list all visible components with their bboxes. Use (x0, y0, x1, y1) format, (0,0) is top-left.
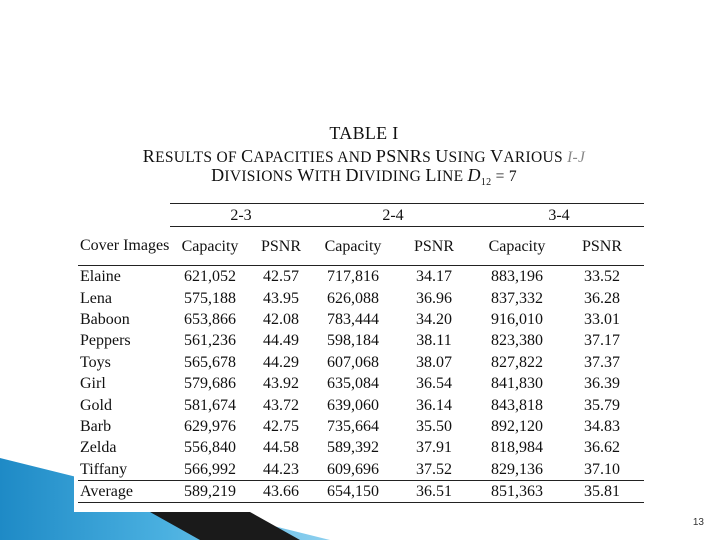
row-header-label: Cover Images (78, 227, 170, 266)
table-number: TABLE I (329, 123, 399, 143)
table-cell: 43.66 (250, 480, 312, 502)
table-cell: 629,976 (184, 417, 236, 435)
table-cell: 598,184 (327, 332, 379, 350)
table-cell: 892,120 (491, 417, 543, 435)
table-cell: 607,068 (327, 353, 379, 371)
table-cell: 883,196 (491, 268, 543, 286)
table-cell: 43.95 (263, 289, 299, 307)
group-header: 2-3 (170, 204, 312, 227)
table-cell: 566,992 (184, 460, 236, 478)
table-cell: 829,136 (491, 460, 543, 478)
table-row (78, 416, 644, 437)
table-row (78, 459, 644, 481)
column-header: Capacity (170, 227, 250, 266)
table-cell: 589,219 (170, 480, 250, 502)
table-cell: 37.37 (584, 353, 620, 371)
table-cell: 841,830 (491, 375, 543, 393)
table-cell: 561,236 (184, 332, 236, 350)
table-cell: 33.52 (584, 268, 620, 286)
table-cell: 827,822 (491, 353, 543, 371)
row-label: Tiffany (80, 460, 128, 478)
table-cell: 575,188 (184, 289, 236, 307)
table-cell: 37.91 (416, 439, 452, 457)
table-cell: 565,678 (184, 353, 236, 371)
table-row (78, 352, 644, 373)
column-header: Capacity (474, 227, 560, 266)
average-row (78, 480, 644, 502)
column-header: PSNR (250, 227, 312, 266)
table-cell: 851,363 (474, 480, 560, 502)
table-row (78, 373, 644, 394)
sub-header-row (78, 227, 644, 266)
group-header: 3-4 (474, 204, 644, 227)
table-cell: 42.75 (263, 417, 299, 435)
table-cell: 843,818 (491, 396, 543, 414)
page-number: 13 (692, 517, 704, 528)
table-cell: 735,664 (327, 417, 379, 435)
table-cell: 589,392 (327, 439, 379, 457)
table-cell: 43.72 (263, 396, 299, 414)
table-cell: 34.17 (416, 268, 452, 286)
table-row (78, 437, 644, 458)
row-label: Elaine (80, 268, 121, 286)
table-cell: 44.58 (263, 439, 299, 457)
results-table (78, 203, 644, 503)
table-cell: 37.10 (584, 460, 620, 478)
table-cell: 38.07 (416, 353, 452, 371)
row-label: Barb (80, 417, 112, 435)
row-label: Peppers (80, 332, 131, 350)
table-cell: 35.81 (560, 480, 644, 502)
table-cell: 823,380 (491, 332, 543, 350)
column-header: Capacity (312, 227, 394, 266)
column-header: PSNR (394, 227, 474, 266)
row-label: Toys (80, 353, 111, 371)
table-cell: 42.08 (263, 310, 299, 328)
table-cell: 36.51 (394, 480, 474, 502)
table-cell: 43.92 (263, 375, 299, 393)
table-cell: 36.39 (584, 375, 620, 393)
table-row (78, 287, 644, 308)
table-cell: 556,840 (184, 439, 236, 457)
table-cell: 36.54 (416, 375, 452, 393)
table-row (78, 309, 644, 330)
table-cell: 818,984 (491, 439, 543, 457)
table-cell: 34.20 (416, 310, 452, 328)
table-cell: 37.52 (416, 460, 452, 478)
table-cell: 639,060 (327, 396, 379, 414)
table-cell: 35.79 (584, 396, 620, 414)
table-cell: 33.01 (584, 310, 620, 328)
table-cell: 36.62 (584, 439, 620, 457)
table-caption-line3: DIVISIONS WITH DIVIDING LINE $D_{12} = 7$ (211, 165, 517, 189)
table-cell: 916,010 (491, 310, 543, 328)
group-header: 2-4 (312, 204, 474, 227)
table-cell: 653,866 (184, 310, 236, 328)
table-cell: 44.23 (263, 460, 299, 478)
row-label: Girl (80, 375, 106, 393)
table-cell: 626,088 (327, 289, 379, 307)
group-header-row (78, 204, 644, 227)
table-row (78, 394, 644, 415)
table-cell: 44.29 (263, 353, 299, 371)
table-cell: 717,816 (327, 268, 379, 286)
table-row (78, 266, 644, 288)
table-cell: 42.57 (263, 268, 299, 286)
row-label: Lena (80, 289, 112, 307)
table-caption-line2: RESULTS OF CAPACITIES AND PSNRS USING VARIOUS I-J (142, 146, 586, 166)
table-cell: 621,052 (184, 268, 236, 286)
table-cell: 36.96 (416, 289, 452, 307)
row-label: Zelda (80, 439, 117, 457)
table-cell: 36.14 (416, 396, 452, 414)
table-cell: 44.49 (263, 332, 299, 350)
table-cell: 783,444 (327, 310, 379, 328)
table-cell: 837,332 (491, 289, 543, 307)
row-label: Average (78, 480, 170, 502)
table-cell: 635,084 (327, 375, 379, 393)
table-cell: 34.83 (584, 417, 620, 435)
table-cell: 579,686 (184, 375, 236, 393)
table-row (78, 330, 644, 351)
table-cell: 609,696 (327, 460, 379, 478)
table-cell: 38.11 (416, 332, 452, 350)
table-body (78, 266, 644, 481)
row-label: Baboon (80, 310, 130, 328)
table-cell: 36.28 (584, 289, 620, 307)
column-header: PSNR (560, 227, 644, 266)
table-cell: 35.50 (416, 417, 452, 435)
row-label: Gold (80, 396, 112, 414)
table-cell: 654,150 (312, 480, 394, 502)
table-cell: 581,674 (184, 396, 236, 414)
table-image (74, 120, 654, 512)
table-cell: 37.17 (584, 332, 620, 350)
